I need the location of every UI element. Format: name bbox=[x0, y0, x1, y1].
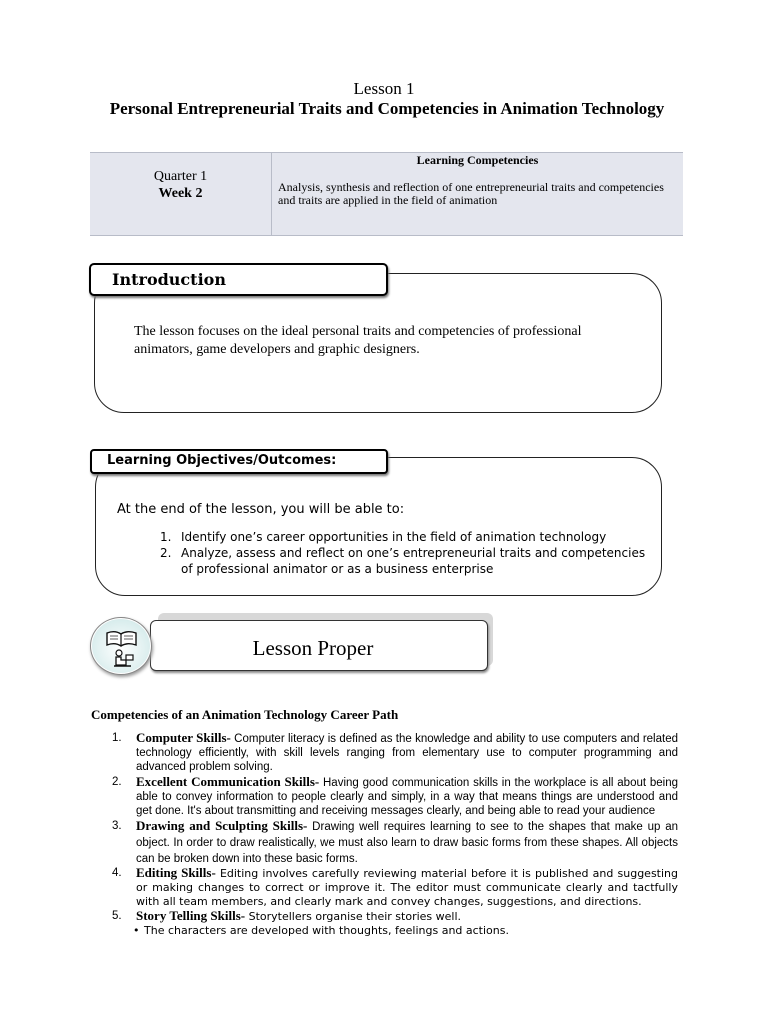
lesson-proper-heading: Lesson Proper bbox=[252, 636, 374, 660]
item-number: 2. bbox=[112, 776, 122, 788]
objectives-intro: At the end of the lesson, you will be able to: bbox=[117, 502, 405, 517]
bullet-text: The characters are developed with thoughts, feelings and actions. bbox=[144, 924, 509, 937]
item-name: Editing Skills- bbox=[136, 865, 216, 880]
introduction-heading: Introduction bbox=[112, 270, 226, 289]
item-text: Having good communication skills in the workplace is all about being able to convey information to people clearly and simply, in a way that means things are understood and get done. It's about transmitting and receiving messages clearly, and being able to read your audience bbox=[136, 777, 678, 817]
bullet-dot: • bbox=[133, 924, 140, 937]
item-name: Excellent Communication Skills- bbox=[136, 774, 320, 789]
competencies-title: Competencies of an Animation Technology Career Path bbox=[91, 707, 399, 722]
item-number: 5. bbox=[112, 910, 122, 922]
item-text: Identify one’s career opportunities in the field of animation technology bbox=[181, 530, 607, 544]
item-text: Storytellers organise their stories well. bbox=[245, 910, 462, 923]
competencies-text: Analysis, synthesis and reflection of one entrepreneurial traits and competencies and traits are applied in the field of animation bbox=[278, 180, 664, 207]
item-number: 1. bbox=[112, 732, 122, 744]
objectives-heading: Learning Objectives/Outcomes: bbox=[107, 453, 337, 468]
objectives-tab bbox=[90, 449, 388, 474]
list-item bbox=[112, 909, 678, 924]
list-item bbox=[112, 866, 678, 909]
lesson-number: Lesson 1 bbox=[353, 79, 415, 98]
item-text: Drawing well requires learning to see to the shapes that make up an object. In order to draw realistically, we must also learn to draw basic forms from these shapes. All objects can be broken down into these basic forms. bbox=[136, 821, 679, 865]
book-reading-icon bbox=[90, 617, 152, 675]
list-item bbox=[112, 731, 678, 775]
info-table bbox=[90, 152, 683, 236]
introduction-text: The lesson focuses on the ideal personal traits and competencies of professional animators, game developers and graphic designers. bbox=[134, 324, 582, 357]
list-item bbox=[112, 818, 678, 866]
lesson-title: Personal Entrepreneurial Traits and Competencies in Animation Technology bbox=[109, 99, 665, 118]
item-text: Analyze, assess and reflect on one’s entrepreneurial traits and competencies of professional animator or as a business enterprise bbox=[181, 546, 646, 576]
item-number: 2. bbox=[160, 546, 172, 560]
item-name: Story Telling Skills- bbox=[136, 908, 246, 923]
sub-bullet bbox=[112, 924, 678, 938]
week-label: Week 2 bbox=[158, 186, 203, 201]
list-item bbox=[160, 545, 660, 577]
item-number: 3. bbox=[112, 820, 122, 832]
objectives-list bbox=[160, 529, 660, 577]
lesson-proper-banner bbox=[150, 620, 488, 671]
item-number: 4. bbox=[112, 867, 122, 879]
item-number: 1. bbox=[160, 530, 172, 544]
competencies-heading: Learning Competencies bbox=[416, 153, 539, 167]
item-text: Editing involves carefully reviewing material before it is published and suggesting or making changes to correct or improve it. The editor must communicate clearly and tactfully with all team members, and clearly mark and convey changes, suggestions, and directions. bbox=[136, 867, 678, 908]
item-name: Computer Skills- bbox=[136, 730, 231, 745]
competencies-list bbox=[112, 731, 678, 938]
quarter-week-cell bbox=[90, 153, 272, 235]
quarter-label: Quarter 1 bbox=[153, 169, 208, 184]
introduction-tab bbox=[89, 263, 388, 296]
item-text: Computer literacy is defined as the knowledge and ability to use computers and related technology efficiently, with skill levels ranging from elementary use to computer programming and advanced problem solving. bbox=[136, 733, 678, 773]
list-item bbox=[160, 529, 660, 545]
item-name: Drawing and Sculpting Skills- bbox=[136, 818, 308, 833]
list-item bbox=[112, 775, 678, 818]
